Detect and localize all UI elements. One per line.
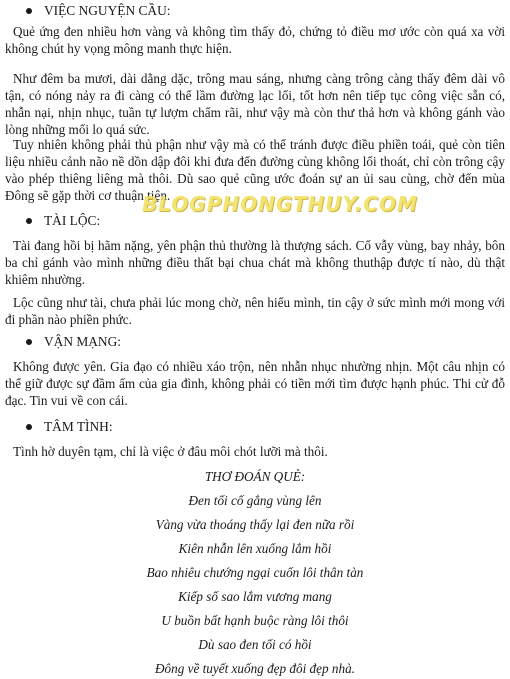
bullet-icon — [26, 8, 32, 14]
poem-title: THƠ ĐOÁN QUẺ: — [204, 469, 306, 484]
heading-text: TÀI LỘC: — [44, 213, 101, 228]
poem-line: Đông về tuyết xuống đẹp đôi đẹp nhà. — [155, 661, 355, 676]
watermark-logo: BLOGPHONGTHUY.COM — [142, 192, 418, 216]
paragraph: Tuy nhiên không phải thủ phận như vậy mà có thể tránh được điều phiền toái, quẻ còn tiên liệu nhiều cảnh não nề dồn dập đôi khi đưa đến đường cùng không lối thoát, chỉ còn trông cậy vào phép thiêng liêng mà thôi. Dù sao quẻ cũng ước đoán sự an ủi sau cùng, chờ đến mùa Đông sẽ gặp thời cơ thuận tiện. — [5, 137, 505, 203]
poem-line: Vàng vừa thoáng thấy lại đen nữa rồi — [155, 517, 355, 532]
paragraph: Tình hờ duyên tạm, chỉ là việc ở đâu môi chót lưỡi mà thôi. — [13, 444, 328, 459]
paragraph: Lộc cũng như tài, chưa phải lúc mong chờ, nên hiểu mình, tin cậy ở sức mình mới mong với đi phần nào phiền phức. — [5, 295, 505, 327]
paragraph: Như đêm ba mươi, dài dằng dặc, trông mau sáng, nhưng càng trông càng thấy đêm dài vô tận, có nóng nảy ra đi càng có thể lầm đường lạc lối, tốt hơn nên tiếp tục công việc sẵn có, nhẫn nại, nhịn nhục, tuần tự lượm chẩm rãi, như vậy mà còn thư thả hơn và không gánh vào lòng những mối lo quá sức. — [5, 71, 505, 137]
bullet-icon — [26, 424, 32, 430]
section-heading-tam-tinh — [26, 418, 113, 435]
paragraph: Tài đang hồi bị hãm nặng, yên phận thủ thường là thượng sách. Cố vẫy vùng, bay nhảy, bôn ba chỉ gánh vào mình những điều thất bại chua chát mà không thuthập được tí nào, dù thật khiêm nhường. — [5, 238, 505, 287]
paragraph: Không được yên. Gia đạo có nhiều xáo trộn, nên nhẫn nhục nhường nhịn. Một câu nhịn có thể giữ được sự đầm ấm của gia đình, không phải có tiền mới tìm được hạnh phúc. Thi cử đỗ đạc. Tin vui về con cái. — [5, 359, 505, 408]
poem-line: Kiên nhẫn lên xuống lắm hồi — [178, 541, 332, 556]
poem-line: U buồn bất hạnh buộc ràng lôi thôi — [161, 613, 349, 628]
poem-line: Đen tối cố gắng vùng lên — [188, 493, 322, 508]
paragraph: Quẻ ứng đen nhiều hơn vàng và không tìm thấy đỏ, chứng tỏ điều mơ ước còn quá xa vời không chút hy vọng mông manh thực hiện. — [5, 24, 505, 56]
section-heading-tai-loc — [26, 212, 100, 229]
poem-line: Bao nhiêu chướng ngại cuốn lôi thân tàn — [146, 565, 364, 580]
bullet-icon — [26, 218, 32, 224]
bullet-icon — [26, 339, 32, 345]
poem-line: Kiếp số sao lắm vương mang — [178, 589, 332, 604]
poem-line: Dù sao đen tối có hồi — [198, 637, 312, 652]
heading-text: VẬN MẠNG: — [44, 334, 121, 349]
heading-text: TÂM TÌNH: — [44, 419, 113, 434]
section-heading-viec-nguyen-cau — [26, 2, 170, 19]
heading-text: VIỆC NGUYỆN CẦU: — [44, 3, 171, 18]
section-heading-van-mang — [26, 333, 121, 350]
